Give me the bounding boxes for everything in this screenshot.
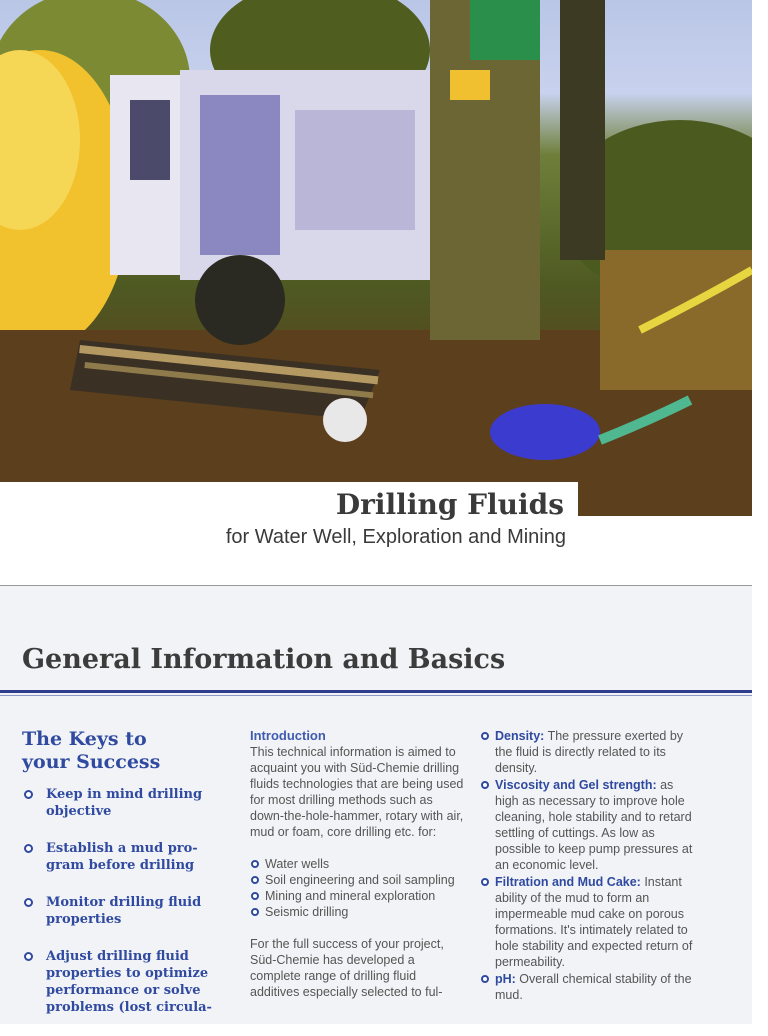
property-label: Viscosity and Gel strength: [495,778,657,792]
list-item [250,856,465,872]
bullet-icon [481,878,489,886]
intro-heading: Introduction [250,728,326,743]
intro-column [250,728,465,1016]
intro-closing: For the full success of your project, Süd-Chemie has developed a complete range of drilling fluid additives especially selected to ful- [250,937,444,999]
list-item [480,874,695,970]
properties-list [480,728,695,1003]
title-box [0,482,578,566]
bullet-icon [24,790,33,799]
section-rule-thin [0,695,752,696]
drilling-rig-illustration [0,0,752,516]
use-text: Mining and mineral exploration [265,889,436,903]
list-item [22,894,222,928]
use-text: Soil engineering and soil sampling [265,873,455,887]
keys-title-line1: The Keys to [22,728,147,750]
property-label: pH: [495,972,516,986]
bullet-icon [481,975,489,983]
keys-list [22,786,222,1016]
intro-paragraph: This technical information is aimed to acquaint you with Süd-Chemie drilling fluids technologies that are being used for most drilling methods such as down-the-hole-hammer, rotary with air, mud or foam, core drilling etc. for: [250,745,464,839]
bullet-icon [481,732,489,740]
property-label: Filtration and Mud Cake: [495,875,641,889]
section-title: General Information and Basics [22,644,506,675]
list-item [480,971,695,1003]
bullet-icon [24,952,33,961]
bullet-icon [251,876,259,884]
document-subtitle: for Water Well, Exploration and Mining [225,526,566,548]
bullet-icon [24,898,33,907]
bullet-icon [24,844,33,853]
list-item [250,872,465,888]
list-item [250,904,465,920]
use-text: Water wells [265,857,330,871]
list-item [22,948,222,1016]
list-item [480,777,695,873]
document-title: Drilling Fluids [335,488,564,521]
key-text: Establish a mud pro-gram before drilling [46,841,198,873]
properties-column [480,728,695,1004]
list-item [22,786,222,820]
property-text: Instant ability of the mud to form an impermeable mud cake on porous formations. It's intimately related to hole stability and expected return of permeability. [495,875,693,969]
keys-column [22,728,222,1036]
keys-title [22,728,222,774]
key-text: Monitor drilling fluid properties [46,895,202,927]
hero-image [0,0,752,516]
bullet-icon [481,781,489,789]
uses-list [250,856,465,920]
section-rule [0,690,752,693]
property-text: The pressure exerted by the fluid is directly related to its density. [495,729,684,775]
use-text: Seismic drilling [265,905,349,919]
list-item [22,840,222,874]
key-text: Adjust drilling fluid properties to optimize performance or solve problems (lost circula- [46,949,212,1015]
bullet-icon [251,892,259,900]
list-item [480,728,695,776]
bullet-icon [251,860,259,868]
property-text: Overall chemical stability of the mud. [495,972,692,1002]
bullet-icon [251,908,259,916]
key-text: Keep in mind drilling objective [46,787,203,819]
keys-title-line2: your Success [22,751,161,773]
list-item [250,888,465,904]
property-label: Density: [495,729,545,743]
property-text: as high as necessary to improve hole cleaning, hole stability and to retard settling of cuttings. As low as possible to keep pump pressures at an economic level. [495,778,693,872]
